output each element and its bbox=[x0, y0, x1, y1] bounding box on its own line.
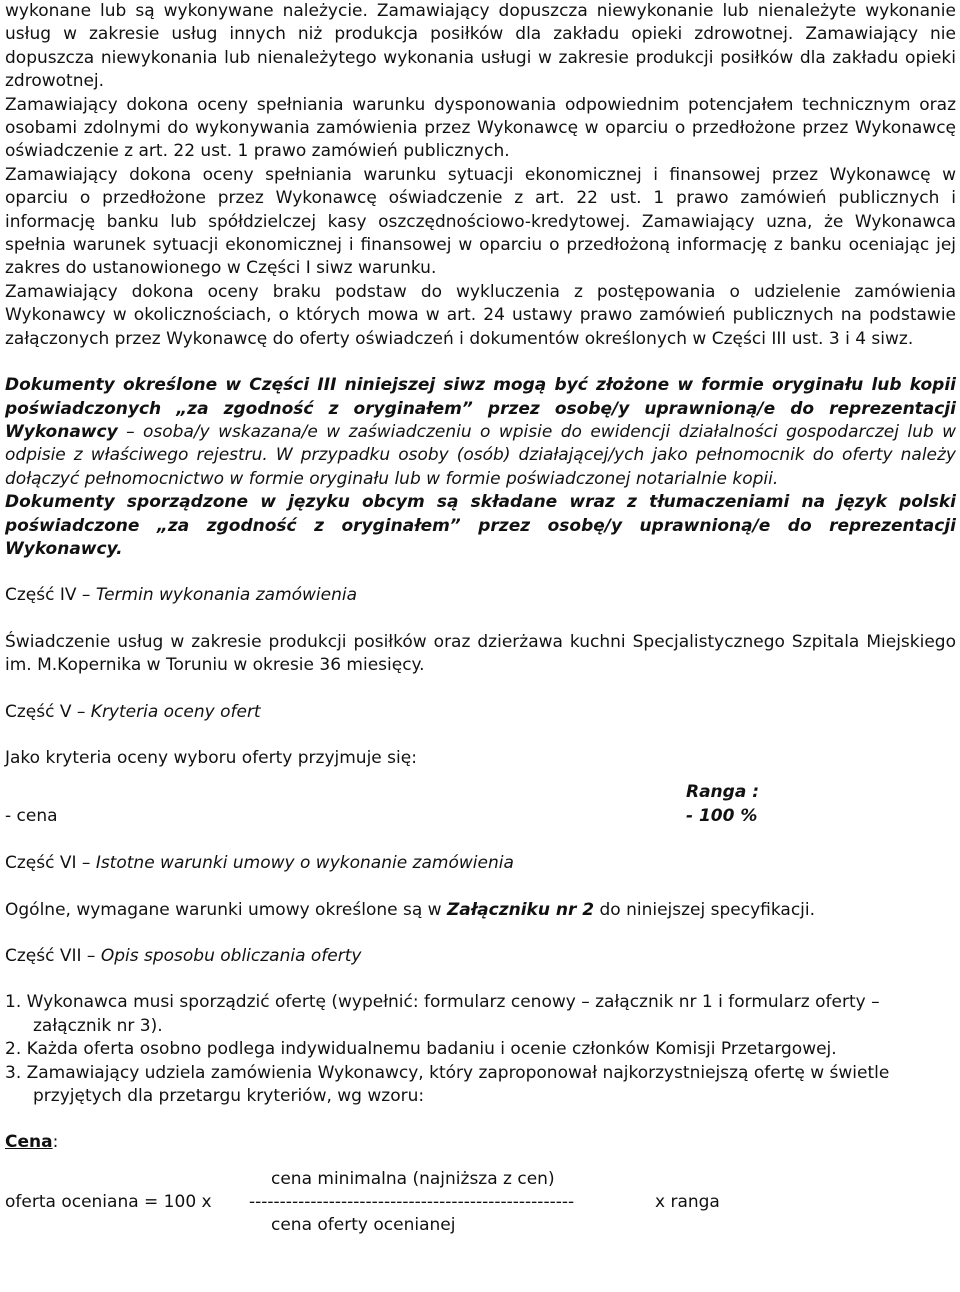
paragraph-7-before: Ogólne, wymagane warunki umowy określone są w bbox=[5, 899, 447, 920]
paragraph-2: Zamawiający dokona oceny spełniania warunku dysponowania odpowiednim potencjałem technicznym oraz osobami zdolnymi do wykonywania zamówienia przez Wykonawcę w oparciu o przedłożone przez Wykonawcę oświadczenie z art. 22 ust. 1 prawo zamówień publicznych. bbox=[5, 94, 956, 162]
section-7-title: Opis sposobu obliczania oferty bbox=[100, 945, 362, 966]
section-6-title: Istotne warunki umowy o wykonanie zamówienia bbox=[95, 853, 514, 874]
formula-right: x ranga bbox=[655, 1191, 720, 1212]
list-item-2: 2. Każda oferta osobno podlega indywidualnemu badaniu i ocenie członków Komisji Przetargowej. bbox=[5, 1039, 837, 1060]
paragraph-5: Świadczenie usług w zakresie produkcji posiłków oraz dzierżawa kuchni Specjalistycznego Szpitala Miejskiego im. M.Kopernika w Toruniu w okresie 36 miesięcy. bbox=[5, 631, 956, 676]
paragraph-7-after: do niniejszej specyfikacji. bbox=[594, 899, 816, 920]
section-4-heading bbox=[5, 584, 956, 607]
document-page bbox=[5, 0, 956, 1249]
criterion-name: - cena bbox=[5, 805, 58, 826]
ranga-label: Ranga : bbox=[686, 782, 760, 803]
section-5-heading bbox=[5, 701, 956, 724]
documents-note bbox=[5, 374, 956, 491]
ranga-header-row bbox=[5, 782, 956, 805]
price-formula bbox=[5, 1169, 956, 1249]
section-6-heading bbox=[5, 852, 956, 875]
paragraph-7 bbox=[5, 899, 956, 922]
section-4-prefix: Część IV – bbox=[5, 585, 96, 606]
paragraph-6: Jako kryteria oceny wyboru oferty przyjmuje się: bbox=[5, 747, 417, 768]
formula-left: oferta oceniana = 100 x bbox=[5, 1191, 212, 1212]
foreign-documents-note: Dokumenty sporządzone w języku obcym są składane wraz z tłumaczeniami na język polski poświadczone „za zgodność z oryginałem” przez osobę/y uprawnioną/e do reprezentacji Wykonawcy. bbox=[5, 492, 956, 559]
section-5-prefix: Część V – bbox=[5, 701, 91, 722]
paragraph-3: Zamawiający dokona oceny spełniania warunku sytuacji ekonomicznej i finansowej przez Wykonawcę w oparciu o przedłożone przez Wykonawcę oświadczenie z art. 22 ust. 1 prawo zamówień publicznych i informację banku lub spółdzielczej kasy oszczędnościowo-kredytowej. Zamawiający uzna, że Wykonawca spełnia warunek sytuacji ekonomicznej i finansowej w oparciu o przedłożoną informację z banku oceniając jej zakres do ustanowionego w Części I siwz warunku. bbox=[5, 164, 956, 279]
list-item-3: 3. Zamawiający udziela zamówienia Wykonawcy, który zaproponował najkorzystniejszą ofertę w świetle przyjętych dla przetargu kryteriów, wg wzoru: bbox=[5, 1062, 890, 1106]
section-5-title: Kryteria oceny ofert bbox=[90, 701, 261, 722]
section-7-prefix: Część VII – bbox=[5, 945, 101, 966]
criterion-row bbox=[5, 806, 956, 829]
list-item-1: 1. Wykonawca musi sporządzić ofertę (wypełnić: formularz cenowy – załącznik nr 1 i formularz oferty – załącznik nr 3). bbox=[5, 992, 880, 1036]
section-6-prefix: Część VI – bbox=[5, 853, 96, 874]
criterion-value: - 100 % bbox=[686, 805, 758, 826]
section-4-title: Termin wykonania zamówienia bbox=[95, 585, 358, 606]
cena-label: Cena bbox=[5, 1132, 53, 1153]
formula-denominator: cena oferty ocenianej bbox=[271, 1214, 456, 1235]
paragraph-7-bold: Załączniku nr 2 bbox=[446, 899, 595, 920]
cena-heading bbox=[5, 1131, 956, 1154]
cena-colon: : bbox=[52, 1132, 59, 1153]
paragraph-1: wykonane lub są wykonywane należycie. Zamawiający dopuszcza niewykonanie lub nienależyte wykonanie usług w zakresie usług innych niż produkcja posiłków dla zakładu opieki zdrowotnej. Zamawiający nie dopuszcza niewykonania lub nienależytego wykonania usługi w zakresie produkcji posiłków dla zakładu opieki zdrowotnej. bbox=[5, 1, 956, 92]
documents-note-italic: – osoba/y wskazana/e w zaświadczeniu o wpisie do ewidencji działalności gospodarczej lub w odpisie z właściwego rejestru. W przypadku osoby (osób) działającej/ych jako pełnomocnik do oferty należy dołączyć pełnomocnictwo w formie oryginału lub w formie poświadczonej notarialnie kopii. bbox=[5, 421, 956, 489]
formula-fraction-line: ----------------------------------------------------- bbox=[249, 1191, 575, 1212]
formula-numerator: cena minimalna (najniższa z cen) bbox=[271, 1168, 555, 1189]
section-7-heading bbox=[5, 945, 956, 968]
paragraph-4: Zamawiający dokona oceny braku podstaw do wykluczenia z postępowania o udzielenie zamówienia Wykonawcy w okolicznościach, o których mowa w art. 24 ustawy prawo zamówień publicznych na podstawie załączonych przez Wykonawcę do oferty oświadczeń i dokumentów określonych w Części III ust. 3 i 4 siwz. bbox=[5, 281, 956, 349]
documents-note-bold: Dokumenty określone w Części III niniejszej siwz mogą być złożone w formie oryginału lub kopii poświadczonych „za zgodność z oryginałem” przez osobę/y uprawnioną/e do reprezentacji Wykonawcy bbox=[5, 375, 956, 442]
